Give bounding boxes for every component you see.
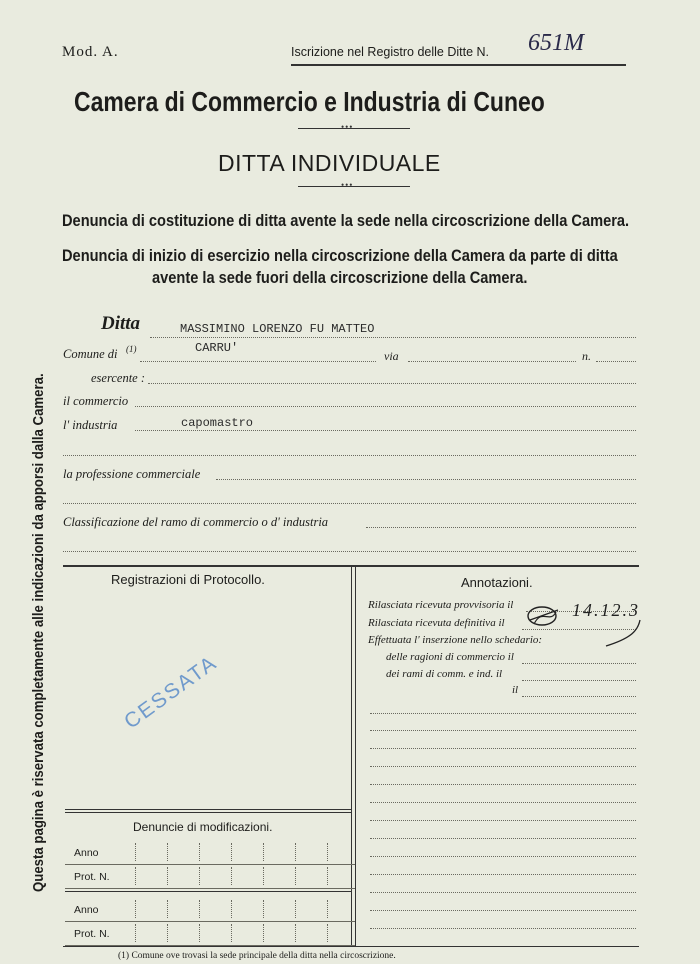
comune-value: CARRU' <box>195 341 239 355</box>
industria-value: capomastro <box>181 416 254 430</box>
mod-row-label: Prot. N. <box>74 928 110 940</box>
side-note: Questa pagina è riservata completamente alle indicazioni da apporsi dalla Camera. <box>30 373 47 892</box>
registrazioni-heading: Registrazioni di Protocollo. <box>111 572 265 587</box>
commercio-line <box>135 406 636 407</box>
rami-line <box>522 680 636 681</box>
notice-inizio-cont: avente la sede fuori della circoscrizione della Camera. <box>152 268 528 287</box>
annotazioni-line-5 <box>370 784 636 785</box>
handwritten-stroke <box>600 618 646 653</box>
mod-row-anno-1 <box>65 840 355 865</box>
footnote: (1) Comune ove trovasi la sede principale della ditta nella circoscrizione. <box>118 951 396 961</box>
mod-cell <box>231 924 232 942</box>
via-line <box>408 361 576 362</box>
notice-costituzione: Denuncia di costituzione di ditta avente la sede nella circoscrizione della Camera. <box>62 211 630 230</box>
mod-cell <box>231 843 232 861</box>
ragioni-line <box>522 663 636 664</box>
mod-cell <box>199 924 200 942</box>
blank-line-2 <box>63 503 636 504</box>
mod-cell <box>135 900 136 918</box>
annotazioni-line-8 <box>370 838 636 839</box>
industria-line <box>135 430 636 431</box>
annotazioni-line-11 <box>370 892 636 893</box>
mod-label: Mod. A. <box>62 44 119 60</box>
notice-inizio: Denuncia di inizio di esercizio nella circoscrizione della Camera da parte di ditta <box>62 246 618 265</box>
mod-cell <box>295 924 296 942</box>
handwritten-scribble <box>524 604 564 635</box>
mod-cell <box>135 867 136 885</box>
blank-line-1 <box>63 455 636 456</box>
blank-line-3 <box>63 551 636 552</box>
registry-underline <box>291 64 626 66</box>
annotazioni-line-4 <box>370 766 636 767</box>
comune-line <box>140 361 376 362</box>
subtitle-rule-dots: ••• <box>341 180 354 190</box>
mod-cell <box>327 843 328 861</box>
section-divider-left <box>351 566 352 946</box>
handwritten-date: 14.12.3 <box>572 600 640 620</box>
mod-cell <box>167 843 168 861</box>
mod-cell <box>199 867 200 885</box>
mod-cell <box>263 900 264 918</box>
annotazioni-line-12 <box>370 910 636 911</box>
annotazioni-line-13 <box>370 928 636 929</box>
mod-cell <box>135 924 136 942</box>
industria-label: l' industria <box>63 418 118 432</box>
annotazione-ragioni: delle ragioni di commercio il <box>386 651 514 663</box>
mod-row-label: Prot. N. <box>74 871 110 883</box>
comune-footnote-ref: (1) <box>126 344 137 354</box>
annotazioni-line-6 <box>370 802 636 803</box>
mod-cell <box>295 843 296 861</box>
cessata-stamp: CESSATA <box>120 650 222 734</box>
il-line <box>522 696 636 697</box>
ditta-label: Ditta <box>101 313 141 334</box>
mod-cell <box>263 867 264 885</box>
mod-cell <box>231 900 232 918</box>
modificazioni-mid-rule <box>65 891 351 892</box>
mod-cell <box>167 924 168 942</box>
via-label: via <box>384 349 399 363</box>
section-bottom-rule <box>63 946 639 947</box>
annotazione-provvisoria: Rilasciata ricevuta provvisoria il <box>368 599 514 611</box>
annotazioni-line-10 <box>370 874 636 875</box>
professione-label: la professione commerciale <box>63 467 201 481</box>
registry-number: 651M <box>528 30 584 56</box>
classificazione-label: Classificazione del ramo di commercio o d' industria <box>63 515 329 529</box>
comune-label: Comune di <box>63 347 118 361</box>
mod-cell <box>327 867 328 885</box>
page-title: Camera di Commercio e Industria di Cuneo <box>74 86 545 117</box>
annotazioni-line-1 <box>370 713 636 714</box>
mod-cell <box>295 900 296 918</box>
modificazioni-top-rule <box>65 809 351 810</box>
mod-cell <box>263 924 264 942</box>
title-rule <box>298 128 410 129</box>
mod-cell <box>135 843 136 861</box>
annotazioni-line-2 <box>370 730 636 731</box>
mod-cell <box>327 924 328 942</box>
commercio-label: il commercio <box>63 394 129 408</box>
annotazioni-line-3 <box>370 748 636 749</box>
mod-cell <box>295 867 296 885</box>
subtitle-rule <box>298 186 410 187</box>
mod-cell <box>199 900 200 918</box>
ditta-line <box>150 337 636 338</box>
esercente-line <box>148 383 636 384</box>
modificazioni-top-rule-2 <box>65 812 351 813</box>
mod-row-label: Anno <box>74 904 99 916</box>
classificazione-line <box>366 527 636 528</box>
annotazione-il: il <box>512 684 519 696</box>
mod-row-prot-2 <box>65 921 355 946</box>
mod-row-prot-1 <box>65 864 355 889</box>
ditta-value: MASSIMINO LORENZO FU MATTEO <box>180 322 375 336</box>
annotazioni-heading: Annotazioni. <box>461 575 533 590</box>
n-line <box>596 361 636 362</box>
mod-row-anno-2 <box>65 897 355 922</box>
annotazioni-line-7 <box>370 820 636 821</box>
registry-label: Iscrizione nel Registro delle Ditte N. <box>291 45 489 59</box>
annotazioni-line-9 <box>370 856 636 857</box>
annotazione-schedario: Effettuata l' inserzione nello schedario: <box>368 634 543 646</box>
mod-cell <box>199 843 200 861</box>
annotazione-definitiva: Rilasciata ricevuta definitiva il <box>368 617 505 629</box>
annotazione-rami: dei rami di comm. e ind. il <box>386 668 503 680</box>
page-subtitle: DITTA INDIVIDUALE <box>218 150 441 176</box>
mod-cell <box>231 867 232 885</box>
section-divider-right <box>355 566 356 946</box>
esercente-label: esercente : <box>91 371 146 385</box>
mod-cell <box>327 900 328 918</box>
mod-cell <box>167 900 168 918</box>
professione-line <box>216 479 636 480</box>
n-label: n. <box>582 349 591 363</box>
mod-cell <box>167 867 168 885</box>
mod-cell <box>263 843 264 861</box>
title-rule-dots: ••• <box>341 122 354 132</box>
mod-row-label: Anno <box>74 847 99 859</box>
modificazioni-heading: Denuncie di modificazioni. <box>133 820 273 834</box>
